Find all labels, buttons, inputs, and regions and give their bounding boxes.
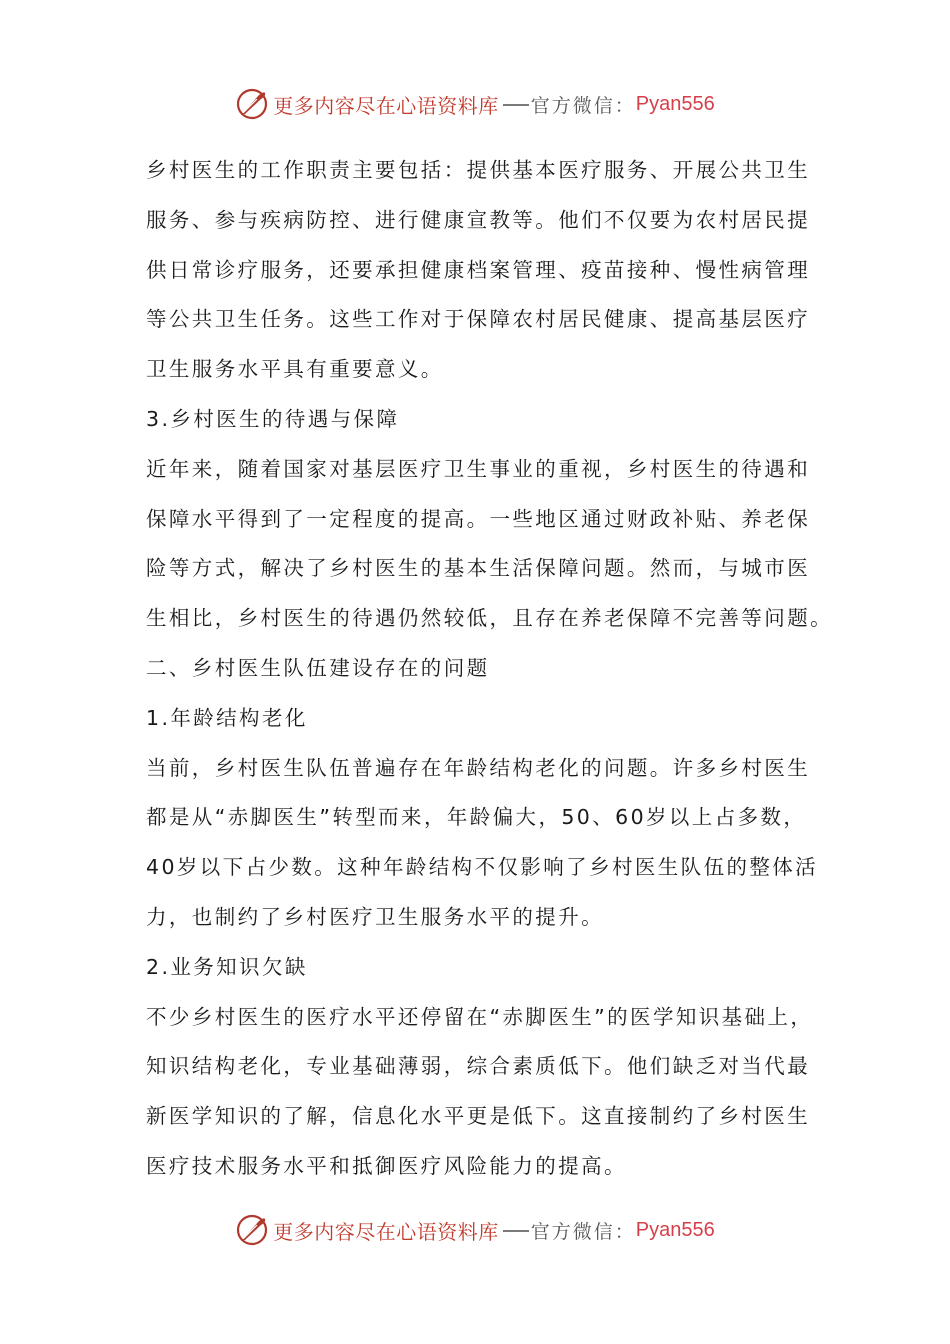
watermark-official-label: 官方微信： (530, 1220, 636, 1243)
body-line: 险等方式，解决了乡村医生的基本生活保障问题。然而，与城市医 (146, 556, 811, 581)
watermark-brand-text: 更多内容尽在心语资料库 (273, 93, 499, 118)
footer-watermark (0, 1210, 950, 1250)
watermark-wechat-id: Pyan556 (635, 92, 715, 115)
body-line: 力，也制约了乡村医疗卫生服务水平的提升。 (146, 904, 604, 929)
body-line: 供日常诊疗服务，还要承担健康档案管理、疫苗接种、慢性病管理 (146, 257, 811, 282)
watermark-dash (503, 104, 529, 106)
section-heading-age: 1.年龄结构老化 (146, 705, 308, 730)
body-line: 不少乡村医生的医疗水平还停留在“赤脚医生”的医学知识基础上， (146, 1004, 814, 1029)
body-line: 服务、参与疾病防控、进行健康宣教等。他们不仅要为农村居民提 (146, 207, 811, 232)
body-line: 知识结构老化，专业基础薄弱，综合素质低下。他们缺乏对当代最 (146, 1054, 811, 1079)
body-line: 乡村医生的工作职责主要包括：提供基本医疗服务、开展公共卫生 (146, 158, 811, 182)
body-line: 卫生服务水平具有重要意义。 (146, 357, 444, 382)
document-body (146, 146, 833, 1192)
quill-pen-icon (235, 1213, 269, 1247)
header-watermark (0, 84, 950, 124)
body-line: 新医学知识的了解，信息化水平更是低下。这直接制约了乡村医生 (146, 1104, 811, 1129)
body-line: 当前，乡村医生队伍普遍存在年龄结构老化的问题。许多乡村医生 (146, 755, 811, 780)
watermark-dash (503, 1230, 529, 1232)
chapter-heading-problems: 二、乡村医生队伍建设存在的问题 (146, 655, 490, 680)
body-line: 医疗技术服务水平和抵御医疗风险能力的提高。 (146, 1153, 627, 1178)
body-line: 都是从“赤脚医生”转型而来，年龄偏大，50、60岁以上占多数， (146, 805, 807, 830)
section-heading-treatment: 3.乡村医生的待遇与保障 (146, 406, 400, 431)
body-line: 近年来，随着国家对基层医疗卫生事业的重视，乡村医生的待遇和 (146, 456, 811, 481)
body-line: 保障水平得到了一定程度的提高。一些地区通过财政补贴、养老保 (146, 506, 811, 531)
section-heading-knowledge: 2.业务知识欠缺 (146, 954, 308, 979)
watermark-brand-text: 更多内容尽在心语资料库 (273, 1219, 499, 1244)
watermark-wechat-id: Pyan556 (635, 1218, 715, 1241)
body-line: 等公共卫生任务。这些工作对于保障农村居民健康、提高基层医疗 (146, 307, 811, 332)
watermark-official-label: 官方微信： (530, 94, 636, 117)
quill-pen-icon (235, 87, 269, 121)
body-line: 40岁以下占少数。这种年龄结构不仅影响了乡村医生队伍的整体活 (146, 855, 819, 880)
body-line: 生相比，乡村医生的待遇仍然较低，且存在养老保障不完善等问题。 (146, 606, 833, 631)
